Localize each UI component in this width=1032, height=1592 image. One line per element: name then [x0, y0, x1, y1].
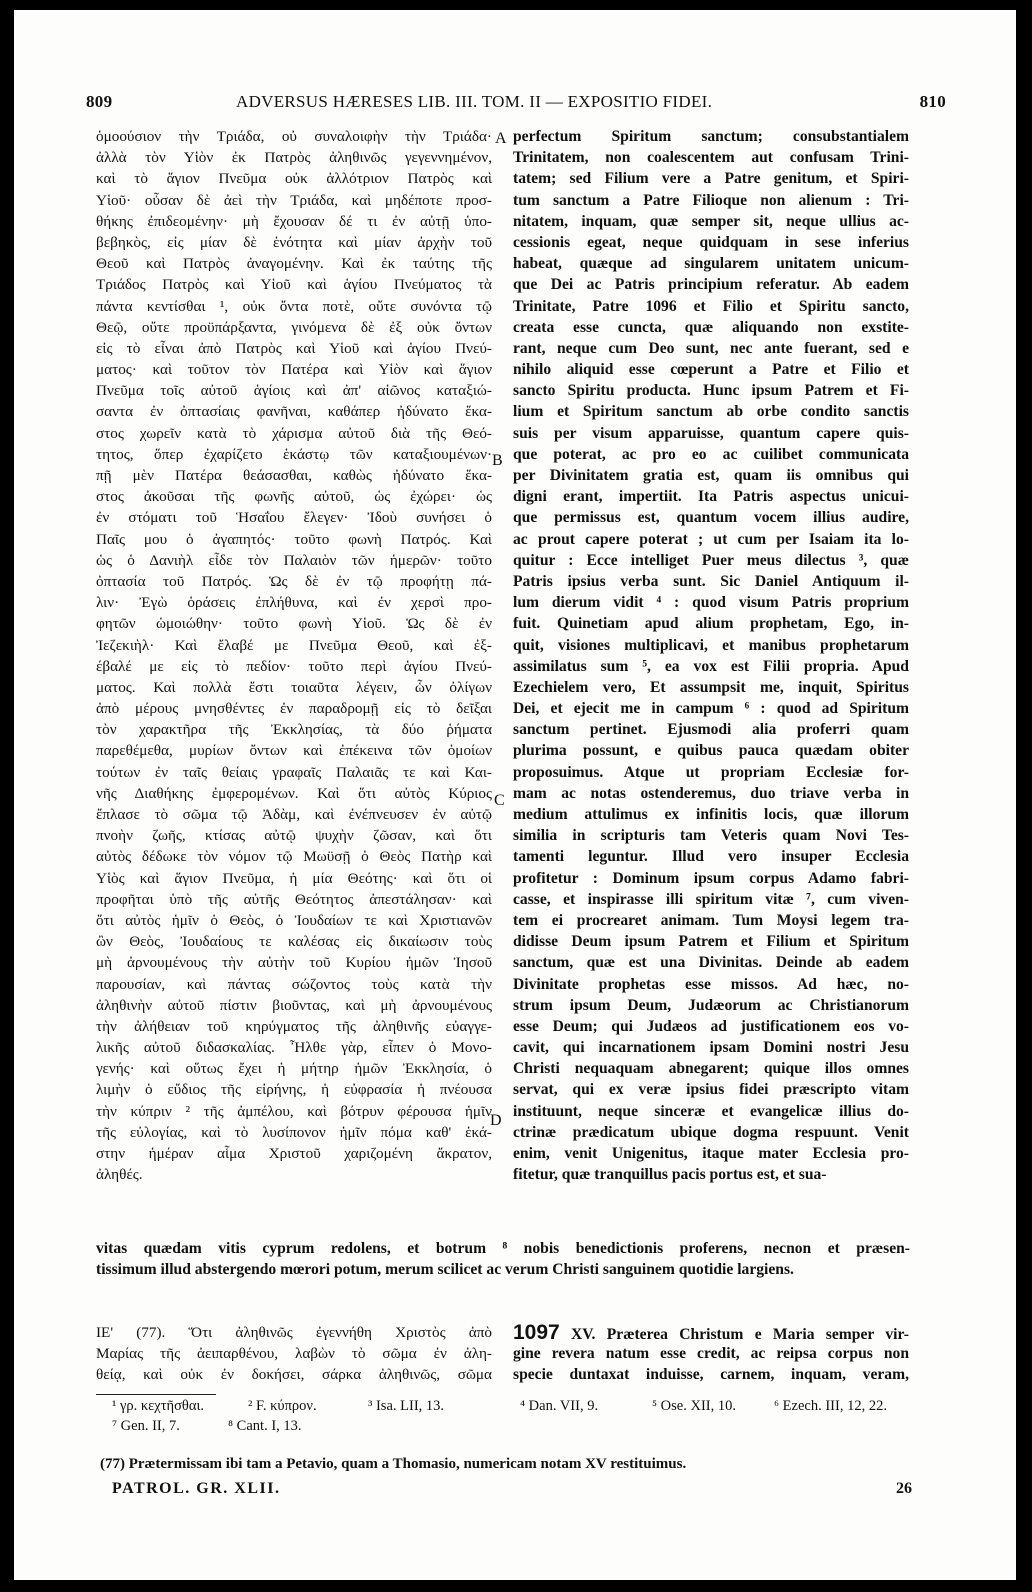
- latin-line: mam ac notas ostenderemus, duo triave verba in: [513, 784, 909, 802]
- latin-line: digni erant, impertiit. Ita Patris aspectus unicui-: [513, 488, 909, 506]
- running-header: [86, 92, 946, 118]
- greek-line: ματος. Καὶ πολλὰ ἔστι τοιαῦτα λέγειν, ὧν ὀλίγων: [96, 678, 492, 696]
- footnote-2: ² F. κύπρον.: [248, 1398, 317, 1414]
- greek-line: θήκης ἐπιδεομένην· μὴ ἔχουσαν δέ τι ἐν αὐτῇ ὑπο-: [96, 212, 492, 230]
- latin-line: Christi nequaquam abnegarent; quique illos omnes: [513, 1060, 909, 1078]
- latin-line: perfectum Spiritum sanctum; consubstantialem: [513, 128, 909, 145]
- greek-line: ἔπλασε τὸ σῶμα τῷ Ἀδὰμ, καὶ ἐνέπνευσεν ἐν αὐτῷ: [96, 806, 492, 823]
- chapter-greek-line: ΙΕ' (77). Ὅτι ἀληθινῶς ἐγεννήθη Χριστὸς ἀπὸ: [96, 1324, 492, 1341]
- running-title: ADVERSUS HÆRESES LIB. III. TOM. II — EXPOSITIO FIDEI.: [236, 92, 713, 111]
- greek-line: τὴν ἀλήθειαν τοῦ κηρύγματος τῆς ἀληθινῆς εὐαγγε-: [96, 1017, 492, 1035]
- section-marker-a: A: [495, 130, 507, 147]
- greek-line: ματος· καὶ τοῦτον τὸν Πατέρα καὶ Υἱὸν καὶ ἅγιον: [96, 361, 492, 379]
- greek-line: σαντα ἐν ὀπτασίαις φανῆναι, καθάπερ ἠδύνατο ἕκα-: [96, 403, 492, 421]
- greek-line: καὶ τὸ ἅγιον Πνεῦμα οὐκ ἀλλότριον Πατρὸς καὶ: [96, 170, 492, 188]
- footnote-3: ³ Isa. LII, 13.: [368, 1398, 445, 1414]
- greek-line: νῆς Διαθήκης ἐμφερομένων. Καὶ ὅτι αὐτὸς Κύριος: [96, 784, 492, 802]
- footnote-6: ⁶ Ezech. III, 12, 22.: [774, 1398, 887, 1414]
- greek-line: βεβηκὸς, εἰς μίαν δὲ ἑνότητα καὶ μίαν ἀρχὴν τοῦ: [96, 233, 492, 251]
- latin-line: assimilatus sum ⁵, ea vox est Filii propria. Apud: [513, 657, 909, 675]
- greek-line: Υἱοῦ· οὖσαν δὲ ἀεὶ τὴν Τριάδα, καὶ μηδέποτε προσ-: [96, 191, 492, 209]
- latin-line: habeat, quæque ad singularem unitatem unicum-: [513, 255, 909, 273]
- greek-column: [96, 126, 492, 1185]
- latin-line: sancto Spiritu producta. Hunc ipsum Patrem et Fi-: [513, 382, 909, 400]
- latin-line: Ezechielem vero, Et assumpsit me, inquit, Spiritus: [513, 678, 909, 696]
- latin-line: sanctum pertinet. Ejusmodi alia proferri quam: [513, 721, 909, 739]
- greek-line: ἀλλὰ τὸν Υἱὸν ἐκ Πατρὸς ἀληθινῶς γεγεννημένον,: [96, 149, 492, 167]
- greek-line: λιν· Ἐγὼ ὁράσεις ἐπλήθυνα, καὶ ἐν χερσὶ προ-: [96, 594, 492, 612]
- chapter-greek-line: Μαρίας τῆς ἀειπαρθένου, λαβὼν τὸ σῶμα ἐν ἀλη-: [96, 1345, 492, 1363]
- latin-line: similia in scripturis tam Veteris quam Novi Tes-: [513, 827, 909, 845]
- greek-line: ἀληθές.: [96, 1166, 143, 1184]
- greek-line: μὴ ἀρνουμένους τὴν αὐτὴν τοῦ Κυρίου ἡμῶν Ἰησοῦ: [96, 954, 492, 972]
- greek-line: λιμὴν ὁ εὔδιος τῆς εἰρήνης, ἡ εὐφρασία ἡ πνέουσα: [96, 1081, 492, 1099]
- latin-line: que Dei ac Patris principium referatur. Ab eadem: [513, 276, 909, 294]
- latin-line: fuit. Quinetiam apud alium prophetam, Ego, in-: [513, 615, 909, 633]
- editor-note: (77) Prætermissam ibi tam a Petavio, quam a Thomasio, numericam notam XV restituimus.: [100, 1456, 687, 1472]
- greek-line: Θεῷ, οὔτε προϋπάρξαντα, γινόμενα δὲ ἐξ οὐκ ὄντων: [96, 318, 492, 336]
- greek-line: παρουσίαν, καὶ πάντας σώζοντος τοὺς κατὰ τὴν: [96, 975, 492, 993]
- latin-line: servat, qui ex veræ ipsius fidei præscripto vitam: [513, 1081, 909, 1099]
- greek-line: αὐτὸς δέδωκε τὸν νόμον τῷ Μωϋσῇ ὁ Θεὸς Πατὴρ καὶ: [96, 848, 492, 866]
- greek-line: ἀπὸ μέρους μνησθέντες ἐν παραδρομῇ εἰς τὸ δεῖξαι: [96, 700, 492, 718]
- latin-line: nihilo aliquid esse cœperunt a Patre et Filio et: [513, 361, 909, 379]
- greek-line: φητῶν ὡμοιώθην· τοῦτο φωνὴ Υἱοῦ. Ὡς δὲ ἐν: [96, 615, 492, 633]
- greek-line: τῆς εὐλογίας, καὶ τὸ λυσίπονον ἡμῖν πόμα καθ' ἑκά-: [96, 1123, 492, 1141]
- greek-line: ὢν Θεὸς, Ἰουδαίους τε καλέσας εἰς δικαίωσιν τοὺς: [96, 933, 492, 951]
- latin-line: quit, visiones multiplicavi, et manibus prophetarum: [513, 636, 909, 654]
- latin-line: casse, et inspirasse illi spiritum vitæ ⁷, cum viven-: [513, 890, 909, 908]
- latin-line: Divinitate prophetas esse missos. Ad hæc, no-: [513, 975, 909, 993]
- greek-line: παρεθέμεθα, μυρίων ὄντων καὶ ἐπέκεινα τῶν ὁμοίων: [96, 742, 492, 760]
- full-width-line: vitas quædam vitis cyprum redolens, et botrum ⁸ nobis benedictionis proferens, necnon et præsen-: [96, 1240, 910, 1257]
- latin-line: tum sanctum a Patre Filioque non alienum : Tri-: [513, 191, 909, 209]
- latin-line: Dei, et ejecit me in campum ⁶ : quod ad Spiritum: [513, 700, 909, 718]
- latin-line: medium attulimus ex infinitis locis, quæ illorum: [513, 806, 909, 823]
- greek-line: τὴν κύπριν ² τῆς ἀμπέλου, καὶ βότρυν φέρουσα ἡμῖν: [96, 1102, 492, 1120]
- greek-line: Πνεῦμα τοῖς αὐτοῦ ἁγίοις καὶ ἀπ' αἰῶνος καταξιώ-: [96, 382, 492, 400]
- greek-line: ἐν στόματι τοῦ Ἡσαΐου ἔλεγεν· Ἰδοὺ συνήσει ὁ: [96, 509, 492, 527]
- latin-line: tamenti leguntur. Illud vero insuper Ecclesia: [513, 848, 909, 866]
- latin-line: rant, neque cum Deo sunt, nec ante fuerant, sed e: [513, 339, 909, 357]
- greek-line: Παῖς μου ὁ ἀγαπητός· τοῦτο φωνὴ Πατρός. Καὶ: [96, 530, 492, 548]
- page-number-right: 810: [919, 92, 946, 111]
- latin-line: Trinitatem, non coalescentem aut confusam Trini-: [513, 149, 909, 167]
- footnote-rule: [96, 1394, 216, 1395]
- greek-line: πνοὴν ζωῆς, κτίσας αὐτῷ ψυχὴν ζῶσαν, καὶ ὅτι: [96, 827, 492, 845]
- latin-line: Patris ipsius verba sunt. Sic Daniel Antiquum il-: [513, 572, 909, 590]
- greek-line: τὸν χαρακτῆρα τῆς Ἐκκλησίας, τὰ δύο ῥήματα: [96, 721, 492, 739]
- page-number-left: 809: [86, 92, 113, 111]
- greek-line: στος ἀκοῦσαι τῆς φωνῆς αὐτοῦ, ὡς ἐχώρει· ὡς: [96, 488, 492, 506]
- latin-line: cavit, qui incarnationem ipsam Domini nostri Jesu: [513, 1039, 909, 1057]
- greek-line: λικῆς αὐτοῦ διδασκαλίας. Ἦλθε γὰρ, εἶπεν ὁ Μονο-: [96, 1039, 492, 1057]
- latin-line: sanctum, quæ est una Divinitas. Deinde ab eadem: [513, 954, 909, 972]
- greek-line: πῇ μὲν Πατέρα θεάσασθαι, καθὼς ἠδύνατο ἕκα-: [96, 467, 492, 484]
- section-marker-c: C: [494, 792, 505, 809]
- footnote-5: ⁵ Ose. XII, 10.: [652, 1398, 736, 1414]
- greek-line: εἰς τὸ εἶναι ἀπὸ Πατρὸς καὶ Υἱοῦ καὶ ἁγίου Πνεύ-: [96, 339, 492, 357]
- latin-line: creata esse cuncta, quæ aliquando non exstite-: [513, 318, 909, 336]
- chapter-greek-line: θείᾳ, καὶ οὐκ ἐν δοκήσει, σάρκα ἀληθινῶς, σῶμα: [96, 1366, 492, 1384]
- greek-line: Υἱὸς καὶ ἅγιον Πνεῦμα, ἡ μία Θεότης· καὶ ὅτι οἱ: [96, 869, 492, 887]
- latin-line: Trinitate, Patre 1096 et Filio et Spiritu sancto,: [513, 297, 909, 315]
- greek-line: στην ἡμέραν αἷμα Χριστοῦ χαριζομένη ἄκρατον,: [96, 1145, 492, 1162]
- latin-line: didisse Deum ipsum Patrem et Filium et Spiritum: [513, 933, 909, 951]
- greek-line: γενής· καὶ οὕτως ἔχει ἡ μήτηρ ἡμῶν Ἐκκλησία, ὁ: [96, 1060, 492, 1078]
- section-marker-b: B: [492, 452, 503, 469]
- greek-line: Θεοῦ καὶ Πατρὸς ἀναγομένην. Καὶ ἐκ ταύτης τῆς: [96, 255, 492, 273]
- full-width-line: tissimum illud abstergendo mœrori potum, merum scilicet ac verum Christi sanguinem quotidie largiens.: [96, 1261, 794, 1279]
- footnote-1: ¹ γρ. κεχτῆσθαι.: [112, 1398, 204, 1414]
- chapter-latin-line: gine revera natum esse credit, ac reipsa corpus non: [513, 1345, 909, 1363]
- latin-line: plurima possunt, e quibus pauca quædam obiter: [513, 742, 909, 760]
- greek-line: προφῆται ὑπὸ τῆς αὐτῆς Θεότητος ἀπεστάλησαν· καὶ: [96, 890, 492, 908]
- latin-line: lum dierum vidit ⁴ : quod visum Patris proprium: [513, 594, 909, 612]
- page-footer: [112, 1480, 912, 1504]
- latin-line: nitatem, inquam, quæ semper sit, neque ullius ac-: [513, 212, 909, 230]
- greek-line: στος χωρεῖν κατὰ τὸ χάρισμα αὐτοῦ διὰ τῆς Θεό-: [96, 424, 492, 442]
- chapter-latin-first: XV. Præterea Christum e Maria semper vir-: [571, 1326, 909, 1343]
- latin-line: tem ei procrearet animam. Tum Moysi legem tra-: [513, 911, 909, 929]
- latin-line: suis per visum apparuisse, quantum capere quis-: [513, 424, 909, 442]
- footnote-7: ⁷ Gen. II, 7.: [112, 1418, 180, 1434]
- latin-line: strum ipsum Deum, Judæorum ac Christianorum: [513, 996, 909, 1014]
- latin-line: que permissus est, quantum vocem illius audire,: [513, 509, 909, 527]
- latin-line: fitetur, quæ tranquillus pacis portus est, et sua-: [513, 1166, 827, 1184]
- greek-line: Τριάδος Πατρὸς καὶ Υἱοῦ καὶ ἁγίου Πνεύματος τὰ: [96, 276, 492, 294]
- greek-line: ὁμοούσιον τὴν Τριάδα, οὐ συναλοιφὴν τὴν Τριάδα·: [96, 128, 492, 145]
- latin-column: [513, 126, 909, 1185]
- latin-line: que poterat, ac pro eo ac cuilibet communicata: [513, 445, 909, 463]
- greek-line: ὡς ὁ Δανιὴλ εἶδε τὸν Παλαιὸν τῶν ἡμερῶν· τοῦτο: [96, 551, 492, 569]
- chapter-greek: [96, 1322, 492, 1386]
- latin-line: proposuimus. Atque ut propriam Ecclesiæ for-: [513, 763, 909, 781]
- section-marker-d: D: [490, 1112, 502, 1129]
- full-width-text: [96, 1238, 910, 1280]
- latin-line: instituunt, neque sinceræ et evangelicæ illius do-: [513, 1102, 909, 1120]
- latin-line: profitetur : Dominum ipsum corpus Adamo fabri-: [513, 869, 909, 887]
- footer-series: PATROL. GR. XLII.: [112, 1480, 281, 1497]
- latin-line: ac prout capere poterat ; ut cum per Isaiam ita lo-: [513, 530, 909, 548]
- latin-line: tatem; sed Filium vere a Patre genitum, et Spiri-: [513, 170, 909, 188]
- greek-line: ὀπτασία τοῦ Πατρός. Ὡς δὲ ἐν τῷ προφήτῃ πά-: [96, 572, 492, 590]
- latin-line: lium et Spiritum sanctum ab orbe condito sanctis: [513, 403, 909, 421]
- greek-line: τητος, ὅπερ ἐχαρίζετο ἑκάστῳ τῶν καταξιουμένων·: [96, 445, 492, 463]
- chapter-latin: [513, 1322, 909, 1386]
- latin-line: enim, venit Unigenitus, itaque mater Ecclesia pro-: [513, 1145, 909, 1162]
- chapter-latin-line: specie duntaxat induisse, carnem, inquam, veram,: [513, 1366, 909, 1384]
- latin-line: per Divinitatem gratia est, quam iis omnibus qui: [513, 467, 909, 484]
- column-number-1097: 1097: [513, 1322, 560, 1344]
- footnote-8: ⁸ Cant. I, 13.: [228, 1418, 302, 1434]
- greek-line: Ἰεζεκιὴλ· Καὶ ἔλαβέ με Πνεῦμα Θεοῦ, καὶ ἐξ-: [96, 636, 492, 654]
- footnote-4: ⁴ Dan. VII, 9.: [520, 1398, 599, 1414]
- latin-line: cessionis egeat, neque quidquam in sese inferius: [513, 233, 909, 251]
- greek-line: τούτων ἐν ταῖς θείαις γραφαῖς Παλαιᾶς τε καὶ Και-: [96, 763, 492, 781]
- latin-line: ctrinæ prædicatum ubique dogma respuunt. Venit: [513, 1123, 909, 1141]
- greek-line: ὅτι αὐτὸς ἡμῖν ὁ Θεὸς, ὁ Ἰουδαίων τε καὶ Χριστιανῶν: [96, 911, 492, 929]
- latin-line: esse Deum; qui Judæos ad justificationem eos vo-: [513, 1017, 909, 1035]
- footer-signature: 26: [896, 1480, 912, 1497]
- greek-line: έβαλέ με εἰς τὸ πεδίον· τοῦτο περὶ ἁγίου Πνεύ-: [96, 657, 492, 675]
- greek-line: ἀληθινὴν αὐτοῦ πίστιν βιοῦντας, καὶ μὴ ἀρνουμένους: [96, 996, 492, 1014]
- latin-line: quitur : Ecce intelliget Puer meus dilectus ³, quæ: [513, 551, 909, 569]
- greek-line: πάντα κεντίσθαι ¹, οὐκ ὄντα ποτὲ, οὔτε συνόντα τῷ: [96, 297, 492, 315]
